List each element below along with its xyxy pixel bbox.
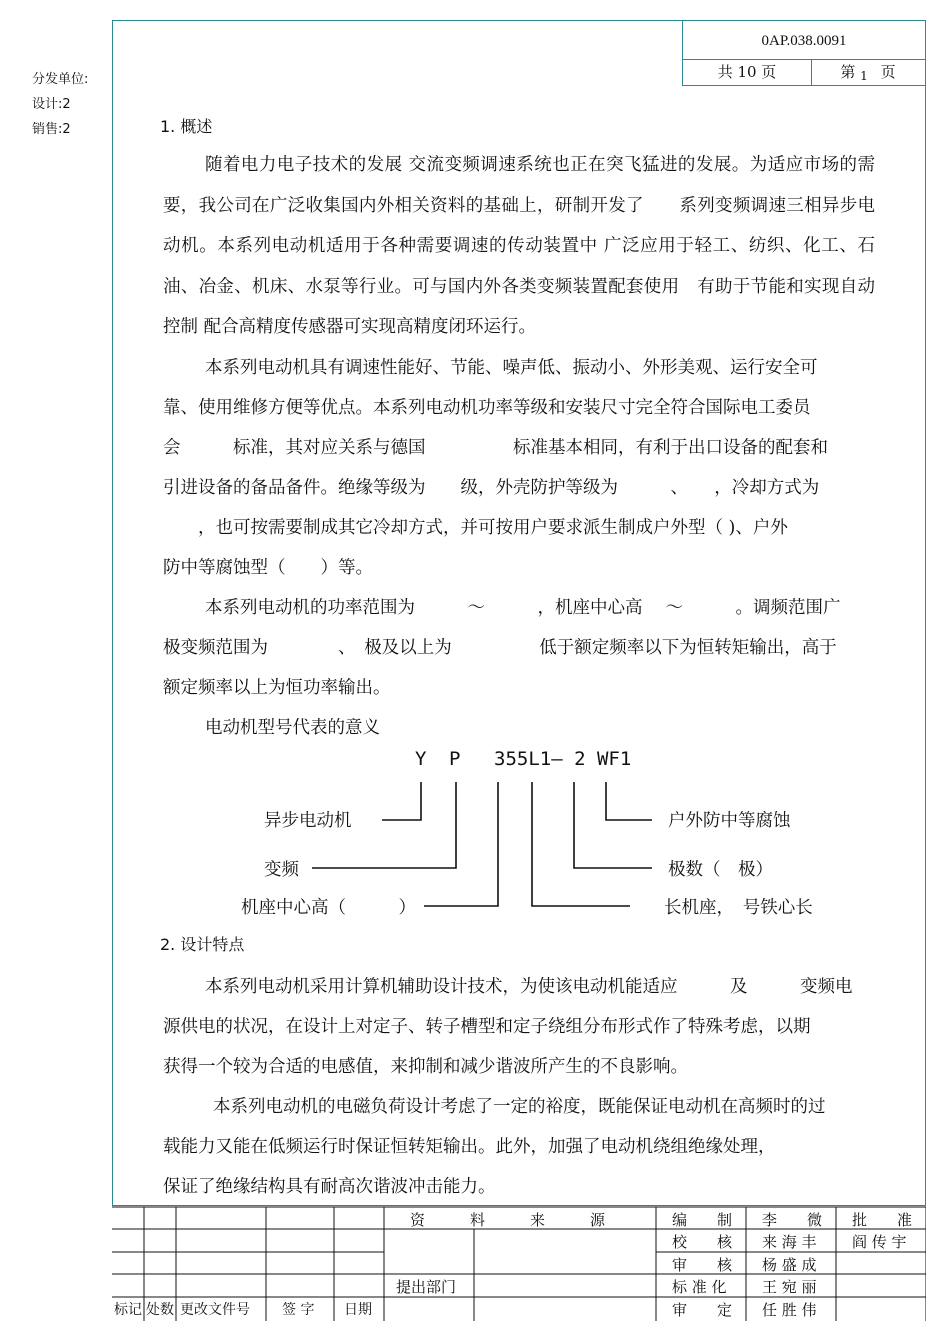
department-label: 提出部门 [396,1278,457,1296]
section-2-p1-line-1: 本系列电动机采用计算机辅助设计技术，为使该电动机能适应 及 变频电 [205,977,853,997]
model-code-y: Y [415,748,427,770]
section-1-p2-line-4: 引进设备的备品备件。绝缘等级为 级，外壳防护等级为 、 ，冷却方式为 [163,478,820,498]
page-indicator: 第 $_1$ 页 [840,63,896,83]
document-header [682,20,926,86]
section-2-p2-line-3: 保证了绝缘结构具有耐高次谐波冲击能力。 [163,1177,496,1197]
distribution-label: 分发单位: [32,72,89,87]
name-approve-final: 任 胜 伟 [762,1301,817,1319]
section-1-p2-line-5: ，也可按需要制成其它冷却方式，并可按用户要求派生制成户外型（ )、户外 [163,518,788,538]
section-1-paragraph-1: 随着电力电子技术的发展 交流变频调速系统也正在突飞猛进的发展。为适应市场的需要，我公司在广泛收集国内外相关资料的基础上，研制开发了 系列变频调速三相异步电动机。本系列电动机适用于各种需要调速的传动装置中 广泛应用于轻工、纺织、化工、石油、冶金、机床、水泵等行业。可与国内外各类变频装置配套使用 有助于节能和实现自动控制 配合高精度传感器可实现高精度闭环运行。 [163,155,875,337]
section-1-title: 1. 概述 [160,117,213,136]
col-change-doc: 更改文件号 [180,1302,250,1318]
label-async-motor: 异步电动机 [264,811,352,831]
label-long-frame: 长机座， 号铁心长 [664,898,813,918]
name-check: 来 海 丰 [762,1233,817,1251]
section-2-title: 2. 设计特点 [160,935,245,954]
section-1-p2-line-6: 防中等腐蚀型（ ）等。 [163,558,373,578]
document-number: 0AP.038.0091 [683,21,925,60]
col-count: 处数 [146,1302,174,1318]
section-1-p3-line-3: 额定频率以上为恒功率输出。 [163,678,391,698]
section-2-p1-line-3: 获得一个较为合适的电感值，来抑制和减少谐波所产生的不良影响。 [163,1057,688,1077]
section-1-p2-line-2: 靠、使用维修方便等优点。本系列电动机功率等级和安装尺寸完全符合国际电工委员 [163,398,811,418]
section-1-p2-line-1: 本系列电动机具有调速性能好、节能、噪声低、振动小、外形美观、运行安全可 [205,358,818,378]
section-2-p2-line-1: 本系列电动机的电磁负荷设计考虑了一定的裕度，既能保证电动机在高频时的过 [213,1097,826,1117]
role-check: 校 核 [672,1233,733,1251]
model-heading: 电动机型号代表的意义 [205,718,380,738]
col-date: 日期 [344,1302,372,1318]
section-2-p1-line-2: 源供电的状况，在设计上对定子、转子槽型和定子绕组分布形式作了特殊考虑，以期 [163,1017,811,1037]
signoff-table [112,1206,926,1321]
section-1-p2-line-3: 会 标准，其对应关系与德国 标准基本相同，有利于出口设备的配套和 [163,438,828,458]
page-number: 1 [860,69,868,83]
label-variable-frequency: 变频 [264,860,299,880]
approve-label: 批 准 [852,1211,913,1229]
model-code-p: P [449,748,461,770]
model-code-rest: 355L1– 2 WF1 [494,748,632,770]
distribution-design: 设计:2 [32,97,71,112]
role-compile: 编 制 [672,1211,733,1229]
section-1-p3-line-1: 本系列电动机的功率范围为 ～ ，机座中心高 ～ 。调频范围广 [205,598,841,618]
label-frame-center-height: 机座中心高（ ） [241,898,416,918]
col-mark: 标记 [114,1302,142,1318]
distribution-sales: 销售:2 [32,122,71,137]
label-poles: 极数（ 极） [668,860,773,880]
col-signature: 签 字 [282,1302,315,1318]
role-review: 审 核 [672,1256,733,1274]
source-label: 资 料 来 源 [410,1211,606,1229]
section-2-p2-line-2: 载能力又能在低频运行时保证恒转矩输出。此外，加强了电动机绕组绝缘处理， [163,1137,776,1157]
total-pages: 共 10 页 [683,59,812,85]
approver-name: 阎 传 宇 [852,1233,907,1251]
name-review: 杨 盛 成 [762,1256,817,1274]
section-1-p3-line-2: 极变频范围为 、 极及以上为 低于额定频率以下为恒转矩输出，高于 [163,638,837,658]
role-standardize: 标 准 化 [672,1278,727,1296]
name-standardize: 王 宛 丽 [762,1278,817,1296]
label-outdoor-corrosion: 户外防中等腐蚀 [668,811,791,831]
role-approve-final: 审 定 [672,1301,733,1319]
name-compile: 李 微 [762,1211,823,1229]
